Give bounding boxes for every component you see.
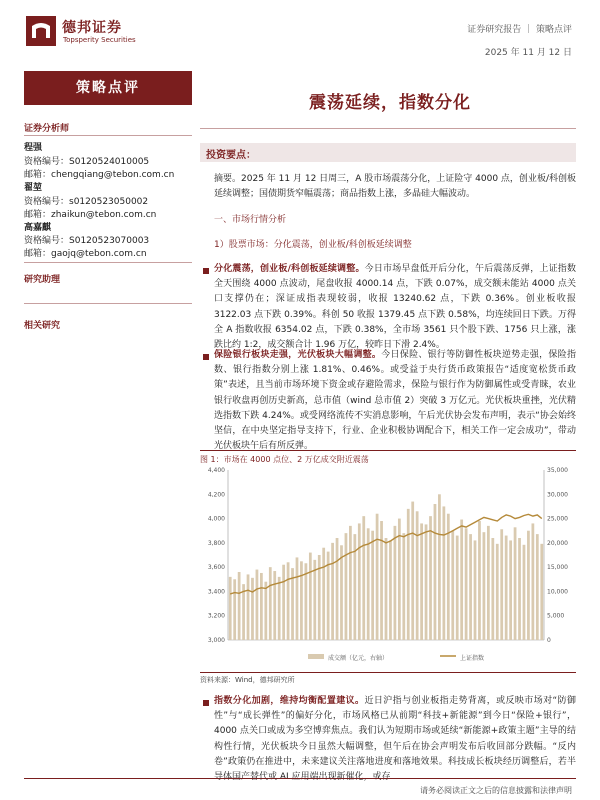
volume-bar	[273, 571, 276, 640]
left-axis-tick-label: 4,400	[207, 467, 225, 474]
analyst-email[interactable]: 邮箱：gaojq@tebon.com.cn	[24, 249, 147, 259]
volume-bar	[300, 561, 303, 640]
volume-bar	[269, 567, 272, 640]
bullet-icon	[203, 354, 209, 360]
divider	[200, 128, 576, 129]
left-axis-tick-label: 3,600	[207, 564, 225, 572]
volume-bar	[505, 536, 508, 640]
volume-bar	[371, 531, 374, 640]
volume-bar	[487, 526, 490, 640]
page-title: 震荡延续，指数分化	[309, 93, 471, 113]
divider	[24, 303, 192, 304]
divider	[24, 135, 192, 136]
right-axis-tick-label: 5,000	[547, 612, 565, 620]
volume-bar	[380, 521, 383, 640]
volume-bar	[478, 521, 481, 640]
volume-bar	[233, 579, 236, 640]
volume-bar	[460, 520, 463, 640]
volume-bar	[438, 494, 441, 640]
volume-bar	[465, 528, 468, 640]
right-axis-tick-label: 0	[547, 637, 551, 644]
footer-disclaimer: 请务必阅读正文之后的信息披露和法律声明	[420, 786, 572, 795]
category-banner: 策略点评	[24, 71, 192, 105]
volume-bar	[429, 516, 432, 640]
research-assistant-heading: 研究助理	[24, 275, 61, 285]
volume-bar	[469, 534, 472, 640]
volume-bar	[451, 531, 454, 640]
bullet-icon	[203, 268, 209, 274]
volume-bar	[340, 545, 343, 640]
volume-bar	[491, 538, 494, 640]
figure-source: 资料来源：Wind，德邦研究所	[200, 676, 295, 684]
paragraph-2	[214, 348, 576, 454]
report-date: 2025 年 11 月 12 日	[484, 48, 572, 58]
left-axis-tick-label: 3,000	[207, 637, 225, 644]
volume-bar	[527, 531, 530, 640]
volume-bar	[442, 506, 445, 640]
volume-bar	[531, 523, 534, 640]
chart	[200, 464, 576, 669]
left-axis-tick-label: 3,200	[207, 612, 225, 620]
volume-bar	[331, 543, 334, 640]
left-axis-tick-label: 4,200	[207, 491, 225, 499]
paragraph-1	[214, 262, 576, 353]
legend-label-line: 上证指数	[460, 655, 485, 662]
analyst-name: 翟堃	[24, 183, 43, 193]
right-axis-tick-label: 10,000	[547, 588, 568, 596]
volume-bar	[536, 534, 539, 640]
volume-bar	[407, 509, 410, 640]
volume-bar	[349, 526, 352, 640]
right-axis-tick-label: 35,000	[547, 467, 568, 474]
analyst-name: 程强	[24, 143, 43, 153]
left-axis-tick-label: 4,000	[207, 515, 225, 523]
divider	[200, 450, 576, 451]
left-axis-tick-label: 3,800	[207, 539, 225, 547]
analyst-name: 高嘉麒	[24, 223, 52, 233]
paragraph-lead: 指数分化加剧，维持均衡配置建议。	[214, 696, 365, 706]
points-label: 投资要点：	[206, 150, 256, 161]
legend-label-bar: 成交额（亿元，右轴）	[328, 655, 389, 662]
volume-bar	[256, 570, 259, 640]
divider	[200, 672, 576, 673]
volume-bar	[238, 572, 241, 640]
brand-name-english: Topsperity Securities	[63, 36, 136, 44]
left-axis-tick-label: 3,400	[207, 588, 225, 596]
paragraph-body: 今日保险、银行等防御性板块逆势走强，保险指数、银行指数分别上涨 1.81%、0.46%。或受益于央行货币政策报告“适度宽松货币政策”表述，且当前市场环境下资金或存避险需求，保险与银行作为防御属性或受青睐，农业银行收盘再创历史新高，总市值（wind 总市值 2）突破 3 万亿元。光伏板块重挫，光伏精选指数下跌 4.24%。或受网络流传不实消息影响，午后光伏协会发布声明，表示“协会始终坚信，在中央坚定指导支持下，行业、企业积极协调配合下，相关工作一定会成功”，带动光伏板块午后有所反弹。	[214, 350, 576, 452]
company-logo-icon	[26, 16, 56, 46]
analyst-heading: 证券分析师	[24, 124, 70, 134]
paragraph-lead: 保险银行板块走强，光伏板块大幅调整。	[214, 350, 382, 360]
paragraph-lead: 分化震荡，创业板/科创板延续调整。	[214, 264, 365, 274]
analyst-email[interactable]: 邮箱：chengqiang@tebon.com.cn	[24, 170, 175, 180]
paragraph-body: 近日沪指与创业板指走势背离，或反映市场对“防御性”与“成长弹性”的偏好分化，市场风格已从前期“科技+新能源”到今日“保险+银行”，4000 点关口或成为多空博弈焦点。我们认为短期市场或延续“新能源+政策主题”主导的结构性行情，光伏板块今日虽然大幅调整，但午后在协会声明发布后收回部分跌幅。“反内卷”政策仍在推进中，未来建议关注落地进度和落地效果。科技成长板块经历调整后，若半导体国产替代或 AI 应用端出现新催化，或存	[214, 696, 576, 783]
volume-bar	[402, 533, 405, 640]
volume-bar	[483, 532, 486, 640]
right-axis-tick-label: 20,000	[547, 539, 568, 547]
paragraph-body: 今日市场早盘低开后分化，午后震荡反弹，上证指数全天围绕 4000 点波动，尾盘收报 4000.14 点，下跌 0.07%，成交额未能站 4000 点关口支撑仍在；深证成指表现较弱，收报 13240.62 点，下跌 0.36%。创业板收报 3122.03 点下跌 0.39%。科创 50 收报 1379.45 点下跌 0.58%，均连续回日下跌。万得全 A 指数收报 6354.02 点，下跌 0.38%，全市场 3561 只个股下跌、1756 只上涨，涨跌比约 1:2，成交额合计 1.96 万亿，较昨日下滑 2.4%。	[214, 264, 576, 351]
volume-bar	[278, 577, 281, 640]
volume-bar	[434, 504, 437, 640]
volume-bar	[394, 526, 397, 640]
volume-bar	[540, 544, 543, 640]
volume-bar	[474, 540, 477, 640]
right-axis-tick-label: 30,000	[547, 491, 568, 499]
section-heading: 一、市场行情分析	[214, 215, 287, 225]
subsection-heading: 1）股票市场：分化震荡，创业板/科创板延续调整	[214, 240, 412, 250]
volume-bar	[456, 536, 459, 640]
volume-bar	[514, 527, 517, 640]
analyst-license: 资格编号：S0120524010005	[24, 157, 150, 167]
volume-bar	[425, 524, 428, 640]
volume-bar	[389, 540, 392, 640]
volume-bar	[496, 544, 499, 640]
figure-title: 图 1：市场在 4000 点位、2 万亿成交附近震荡	[200, 455, 369, 464]
abstract: 摘要。2025 年 11 月 12 日周三，A 股市场震荡分化，上证险守 4000 点，创业板/科创板延续调整；国债期货窄幅震荡；商品指数上涨，多晶硅大幅波动。	[214, 174, 576, 200]
volume-bar	[260, 573, 263, 640]
volume-bar	[336, 538, 339, 640]
related-research-heading: 相关研究	[24, 321, 61, 331]
volume-bar	[385, 538, 388, 640]
analyst-email[interactable]: 邮箱：zhaikun@tebon.com.cn	[24, 210, 157, 220]
report-type: 证券研究报告 ｜ 策略点评	[467, 25, 572, 35]
volume-bar	[247, 574, 250, 640]
volume-bar	[420, 523, 423, 640]
volume-bar	[416, 511, 419, 640]
divider	[24, 262, 192, 263]
volume-bar	[251, 578, 254, 640]
volume-bar	[358, 523, 361, 640]
legend-swatch-bar	[308, 654, 324, 659]
right-axis-tick-label: 25,000	[547, 515, 568, 523]
volume-bar	[523, 545, 526, 640]
volume-bar	[411, 502, 414, 640]
right-axis-tick-label: 15,000	[547, 564, 568, 572]
bullet-icon	[203, 700, 209, 706]
volume-bar	[282, 565, 285, 640]
volume-bar	[296, 557, 299, 640]
volume-bar	[500, 529, 503, 640]
volume-bar	[509, 540, 512, 640]
paragraph-3	[214, 694, 576, 783]
points-bar	[200, 143, 576, 162]
analyst-license: 资格编号：s0120523050002	[24, 197, 149, 207]
volume-bar	[376, 514, 379, 640]
volume-bar	[287, 562, 290, 640]
volume-bar	[313, 560, 316, 640]
volume-bar	[518, 538, 521, 640]
brand-name: 德邦证券	[62, 20, 122, 36]
volume-bar	[229, 577, 232, 640]
divider	[24, 778, 576, 779]
volume-bar	[264, 582, 267, 640]
analyst-license: 资格编号：S0120523070003	[24, 236, 150, 246]
volume-bar	[362, 516, 365, 640]
volume-bar	[345, 533, 348, 640]
volume-bar	[322, 548, 325, 640]
volume-bar	[309, 553, 312, 640]
